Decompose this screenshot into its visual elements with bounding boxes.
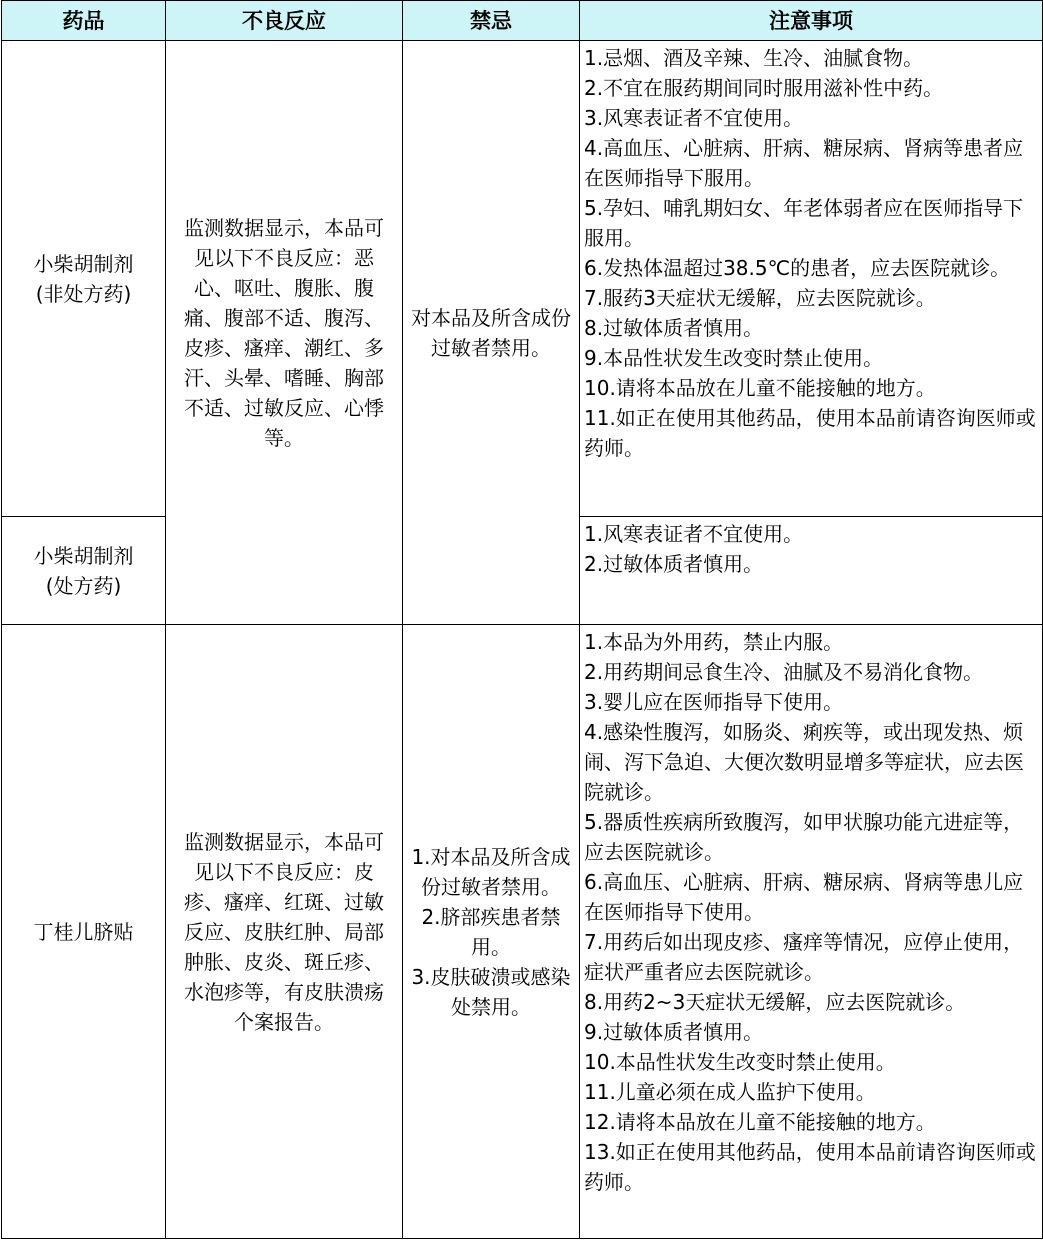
- header-notes: 注意事项: [580, 1, 1043, 41]
- reaction-cell: 监测数据显示，本品可见以下不良反应：恶心、呕吐、腹胀、腹痛、腹部不适、腹泻、皮疹、瘙痒、潮红、多汗、头晕、嗜睡、胸部不适、过敏反应、心悸等。: [166, 41, 403, 625]
- contraindication-item: 3.皮肤破溃或感染处禁用。: [411, 964, 571, 1019]
- notes-cell: [580, 517, 1043, 625]
- note-item: 3.婴儿应在医师指导下使用。: [584, 690, 844, 714]
- note-item: 2.过敏体质者慎用。: [584, 552, 764, 576]
- note-item: 1.本品为外用药，禁止内服。: [584, 630, 844, 654]
- note-item: 10.请将本品放在儿童不能接触的地方。: [584, 376, 936, 400]
- note-item: 9.过敏体质者慎用。: [584, 1020, 764, 1044]
- note-item: 2.不宜在服药期间同时服用滋补性中药。: [584, 76, 944, 100]
- note-item: 4.高血压、心脏病、肝病、糖尿病、肾病等患者应在医师指导下服用。: [584, 136, 1024, 190]
- note-item: 10.本品性状发生改变时禁止使用。: [584, 1050, 896, 1074]
- note-item: 9.本品性状发生改变时禁止使用。: [584, 346, 884, 370]
- note-item: 5.器质性疾病所致腹泻，如甲状腺功能亢进症等，应去医院就诊。: [584, 810, 1024, 864]
- note-item: 13.如正在使用其他药品，使用本品前请咨询医师或药师。: [584, 1140, 1036, 1194]
- contraindication-item: 2.脐部疾患者禁用。: [421, 904, 561, 959]
- note-item: 2.用药期间忌食生冷、油腻及不易消化食物。: [584, 660, 984, 684]
- table-row: [2, 41, 1043, 517]
- drug-cell: [2, 625, 166, 1239]
- note-item: 1.风寒表证者不宜使用。: [584, 522, 804, 546]
- table-row: [2, 625, 1043, 1239]
- note-item: 8.过敏体质者慎用。: [584, 316, 764, 340]
- note-item: 6.高血压、心脏病、肝病、糖尿病、肾病等患儿应在医师指导下使用。: [584, 870, 1024, 924]
- note-item: 1.忌烟、酒及辛辣、生冷、油腻食物。: [584, 46, 924, 70]
- drug-name: 丁桂儿脐贴: [33, 919, 134, 944]
- note-item: 4.感染性腹泻，如肠炎、痢疾等，或出现发热、烦闹、泻下急迫、大便次数明显增多等症状，应去医院就诊。: [584, 720, 1024, 804]
- header-contraindication: 禁忌: [403, 1, 580, 41]
- reaction-cell: 监测数据显示，本品可见以下不良反应：皮疹、瘙痒、红斑、过敏反应、皮肤红肿、局部肿胀、皮炎、斑丘疹、水泡疹等，有皮肤溃疡个案报告。: [166, 625, 403, 1239]
- note-item: 5.孕妇、哺乳期妇女、年老体弱者应在医师指导下服用。: [584, 196, 1024, 250]
- drug-cell: [2, 41, 166, 517]
- contraindication-item: 1.对本品及所含成份过敏者禁用。: [411, 844, 571, 899]
- note-item: 12.请将本品放在儿童不能接触的地方。: [584, 1110, 936, 1134]
- notes-cell: [580, 625, 1043, 1239]
- header-row: [2, 1, 1043, 41]
- drug-type: (非处方药): [35, 281, 132, 306]
- note-item: 6.发热体温超过38.5℃的患者，应去医院就诊。: [584, 256, 1011, 280]
- header-drug: 药品: [2, 1, 166, 41]
- contraindication-cell: [403, 625, 580, 1239]
- drug-type: (处方药): [45, 573, 122, 598]
- drug-safety-table: [1, 0, 1043, 1239]
- header-reaction: 不良反应: [166, 1, 403, 41]
- notes-cell: [580, 41, 1043, 517]
- note-item: 8.用药2~3天症状无缓解，应去医院就诊。: [584, 990, 966, 1014]
- note-item: 7.用药后如出现皮疹、瘙痒等情况，应停止使用，症状严重者应去医院就诊。: [584, 930, 1024, 984]
- drug-name: 小柴胡制剂: [33, 543, 134, 568]
- note-item: 11.儿童必须在成人监护下使用。: [584, 1080, 876, 1104]
- note-item: 7.服药3天症状无缓解，应去医院就诊。: [584, 286, 936, 310]
- contraindication-cell: 对本品及所含成份过敏者禁用。: [403, 41, 580, 625]
- note-item: 3.风寒表证者不宜使用。: [584, 106, 804, 130]
- drug-name: 小柴胡制剂: [33, 251, 134, 276]
- note-item: 11.如正在使用其他药品，使用本品前请咨询医师或药师。: [584, 406, 1036, 460]
- drug-cell: [2, 517, 166, 625]
